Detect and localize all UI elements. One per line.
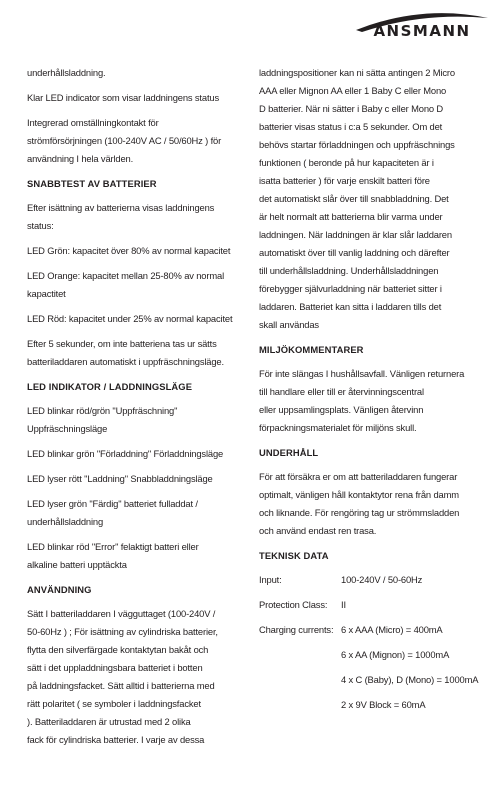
text-line: och använd endast ren trasa. [259, 525, 377, 536]
paragraph [27, 538, 239, 574]
text-line: För att försäkra er om att batteriladdaren fungerar [259, 471, 458, 482]
paragraph [27, 89, 239, 107]
logo-wordmark: ANSMANN [373, 22, 471, 38]
text-line: D batterier. När ni sätter i Baby c eller Mono D [259, 103, 444, 114]
section-heading-miljokommentarer: MILJÖKOMMENTARER [259, 344, 364, 355]
text-line: förebygger självurladdning när batteriet sitter i [259, 283, 442, 294]
text-line: optimalt, vänligen håll kontaktytor rena från damm [259, 489, 459, 500]
text-line: behövs startar förladdningen och uppfräschnings [259, 139, 455, 150]
tech-spec-value: 4 x C (Baby), D (Mono) = 1000mA [341, 674, 479, 685]
text-line: automatiskt över till vanlig laddning och därefter [259, 247, 450, 258]
tech-spec-row [259, 671, 477, 689]
paragraph [259, 64, 477, 334]
text-line: fack för cylindriska batterier. I varje av dessa [27, 734, 205, 745]
text-line: isatta batterier ) för varje enskilt batteri före [259, 175, 430, 186]
text-line: laddaren. Batteriet kan sitta i laddaren tills det [259, 301, 442, 312]
text-line: LED blinkar röd/grön "Uppfräschning" [27, 405, 178, 416]
paragraph [27, 199, 239, 235]
tech-spec-label: Charging currents: [259, 624, 334, 635]
tech-spec-label: Protection Class: [259, 599, 328, 610]
paragraph [27, 495, 239, 531]
text-line: och liknande. För rengöring tag ur strömmsladden [259, 507, 460, 518]
text-line: AAA eller Mignon AA eller 1 Baby C eller Mono [259, 85, 447, 96]
text-line: underhållsladdning. [27, 67, 106, 78]
paragraph [27, 242, 239, 260]
text-line: Efter isättning av batterierna visas laddningens [27, 202, 215, 213]
section-heading-led-indikator-laddningslage: LED INDIKATOR / LADDNINGSLÄGE [27, 381, 193, 392]
section-heading-snabbtest-av-batterier: SNABBTEST AV BATTERIER [27, 178, 157, 189]
paragraph [27, 310, 239, 328]
text-line: LED blinkar grön "Förladdning" Förladdningsläge [27, 448, 224, 459]
text-line: LED lyser rött "Laddning" Snabbladdningsläge [27, 473, 213, 484]
text-line: Uppfräschningsläge [27, 423, 108, 434]
text-line: Sätt I batteriladdaren I vägguttaget (100-240V / [27, 608, 216, 619]
text-line: strömförsörjningen (100-240V AC / 50/60Hz ) för [27, 135, 222, 146]
text-line: LED lyser grön "Färdig" batteriet fulladdat / [27, 498, 198, 509]
text-line: till underhållsladdning. Underhållsladdningen [259, 265, 439, 276]
text-line: sätt i det uppladdningsbara batteriet i botten [27, 662, 203, 673]
paragraph [27, 335, 239, 371]
text-line: till handlare eller till er återvinningscentral [259, 386, 424, 397]
text-line: användning I hela världen. [27, 153, 134, 164]
tech-spec-row [259, 596, 477, 614]
tech-spec-value: 2 x 9V Block = 60mA [341, 699, 426, 710]
text-line: det automatiskt slår över till snabbladdning. Det [259, 193, 449, 204]
paragraph [259, 365, 477, 437]
tech-spec-row [259, 696, 477, 714]
text-line: LED blinkar röd "Error" felaktigt batteri eller [27, 541, 199, 552]
text-line: laddningspositioner kan ni sätta antingen 2 Micro [259, 67, 455, 78]
paragraph [27, 470, 239, 488]
left-column [27, 64, 239, 756]
paragraph [27, 402, 239, 438]
text-line: är helt normalt att batterierna blir varma under [259, 211, 443, 222]
text-line: skall användas [259, 319, 319, 330]
text-line: För inte slängas I hushållsavfall. Vänligen returnera [259, 368, 465, 379]
tech-spec-row [259, 646, 477, 664]
text-line: LED Grön: kapacitet över 80% av normal kapacitet [27, 245, 231, 256]
paragraph [27, 267, 239, 303]
tech-spec-row [259, 621, 477, 639]
text-line: Klar LED indicator som visar laddningens status [27, 92, 220, 103]
ansmann-logo [352, 10, 492, 38]
text-line: status: [27, 220, 54, 231]
text-line: batteriladdaren automatiskt i uppfräschningsläge. [27, 356, 224, 367]
tech-spec-label: Input: [259, 574, 282, 585]
text-line: flytta den silverfärgade kontaktytan bakåt och [27, 644, 209, 655]
text-line: på laddningsfacket. Sätt alltid i batterierna med [27, 680, 215, 691]
tech-spec-value: 6 x AAA (Micro) = 400mA [341, 624, 443, 635]
section-heading-underhall: UNDERHÅLL [259, 447, 319, 458]
section-heading-anvandning: ANVÄNDNING [27, 584, 92, 595]
paragraph [27, 445, 239, 463]
text-line: rätt polaritet ( se symboler i laddningsfacket [27, 698, 201, 709]
text-line: alkaline batteri upptäckta [27, 559, 127, 570]
text-line: kapactitet [27, 288, 66, 299]
paragraph [27, 64, 239, 82]
paragraph [259, 468, 477, 540]
text-line: batterier visas status i c:a 5 sekunder. Om det [259, 121, 443, 132]
text-line: LED Röd: kapacitet under 25% av normal kapacitet [27, 313, 233, 324]
section-heading-teknisk-data: TEKNISK DATA [259, 550, 329, 561]
text-line: LED Orange: kapacitet mellan 25-80% av normal [27, 270, 225, 281]
paragraph [27, 605, 239, 749]
text-line: 50-60Hz ) ; För isättning av cylindriska batterier, [27, 626, 218, 637]
tech-spec-value: II [341, 599, 346, 610]
text-line: laddningen. När laddningen är klar slår laddaren [259, 229, 452, 240]
text-line: underhållsladdning [27, 516, 104, 527]
text-line: eller uppsamlingsplats. Vänligen återvinn [259, 404, 424, 415]
text-line: Integrerad omställningkontakt för [27, 117, 159, 128]
paragraph [27, 114, 239, 168]
right-column [259, 64, 477, 721]
text-line: Efter 5 sekunder, om inte batteriena tas ur sätts [27, 338, 217, 349]
text-line: funktionen ( beronde på hur kapaciteten är i [259, 157, 434, 168]
tech-spec-value: 100-240V / 50-60Hz [341, 574, 423, 585]
tech-spec-value: 6 x AA (Mignon) = 1000mA [341, 649, 450, 660]
text-line: ). Batteriladdaren är utrustad med 2 olika [27, 716, 191, 727]
text-line: förpackningsmaterialet för miljöns skull. [259, 422, 417, 433]
tech-spec-row [259, 571, 477, 589]
